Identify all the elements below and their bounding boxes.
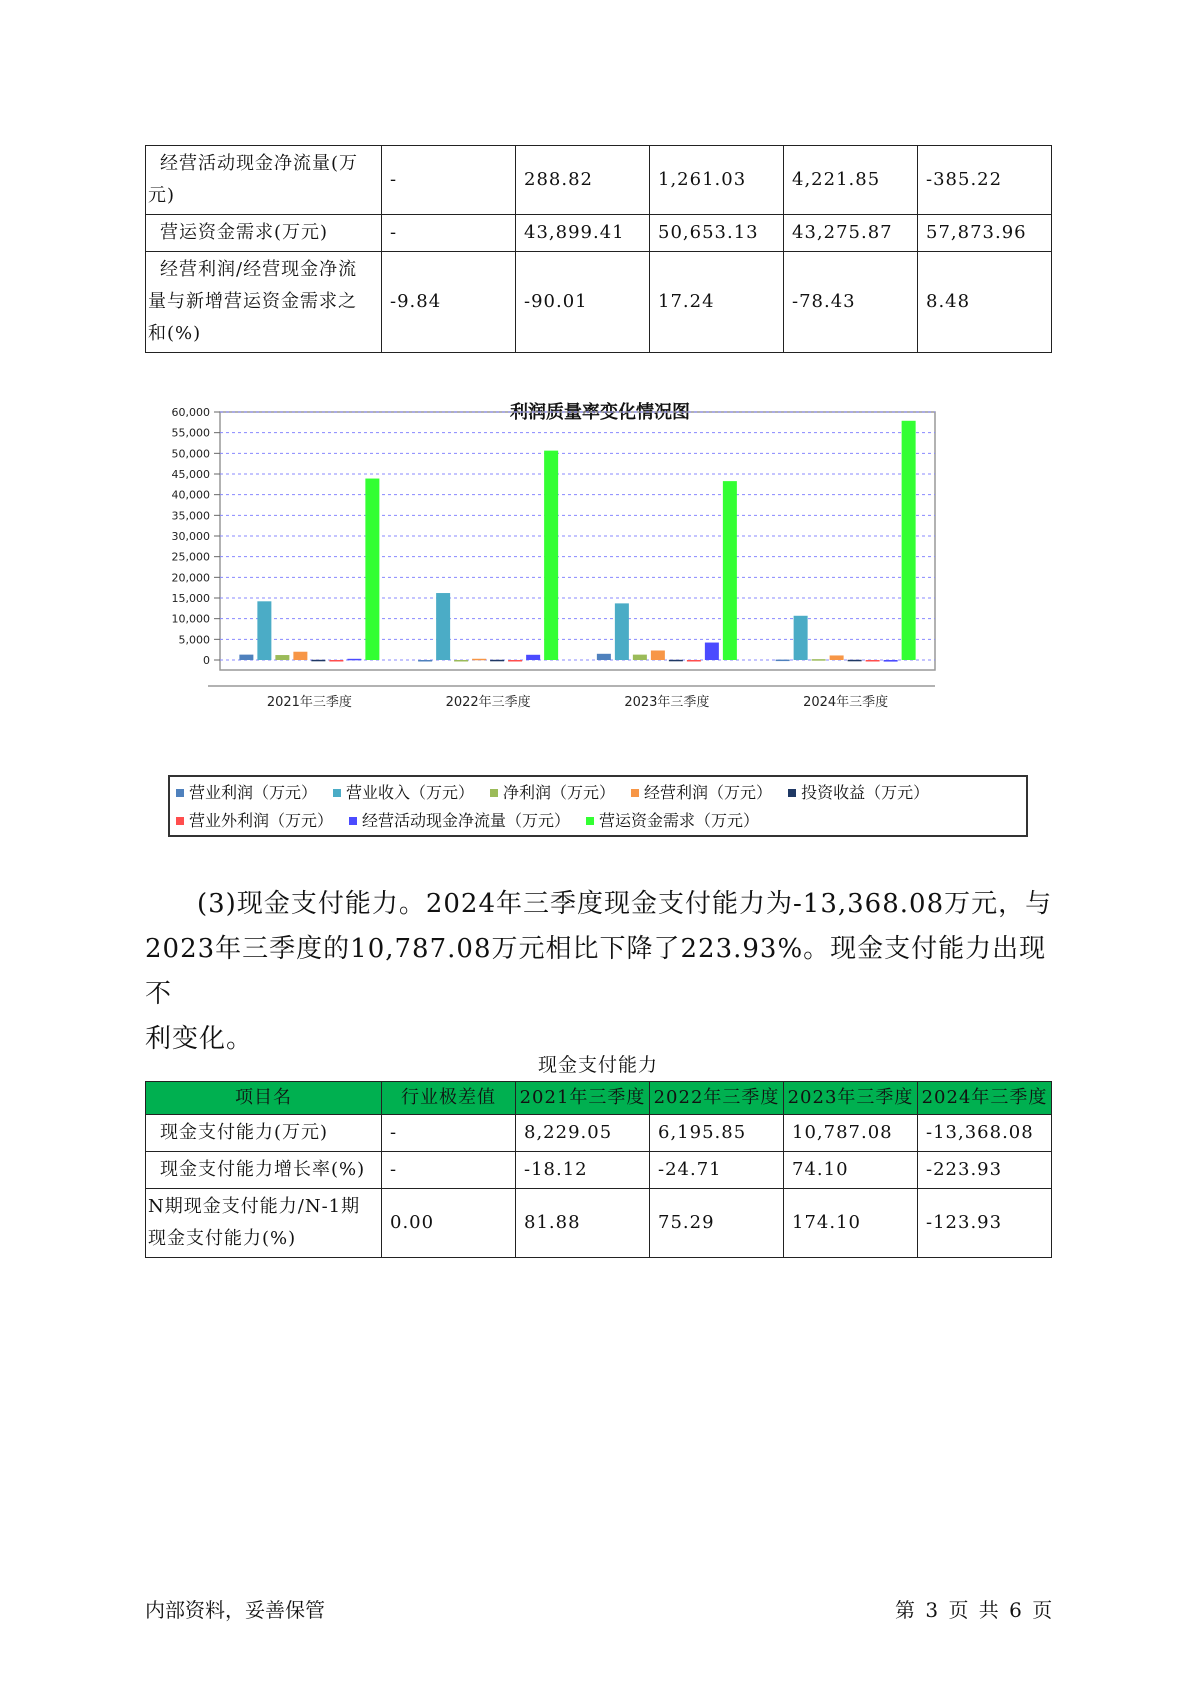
y-tick-label: 60,000 <box>171 406 210 419</box>
bar <box>490 660 504 662</box>
y-tick-label: 45,000 <box>171 468 210 481</box>
cell: -18.12 <box>516 1152 650 1189</box>
y-tick-label: 35,000 <box>171 509 210 523</box>
bar <box>418 660 432 662</box>
cell: -123.93 <box>918 1189 1052 1258</box>
table-row <box>146 1152 1052 1189</box>
bar <box>902 421 916 660</box>
legend-swatch <box>176 817 184 825</box>
x-tick-label: 2023年三季度 <box>624 695 710 710</box>
cell: 174.10 <box>784 1189 918 1258</box>
bar <box>848 660 862 662</box>
legend-swatch <box>490 789 498 797</box>
bar <box>776 660 790 662</box>
y-tick-label: 15,000 <box>171 592 210 605</box>
bar <box>615 603 629 660</box>
y-tick-label: 20,000 <box>171 571 210 585</box>
cell: 75.29 <box>650 1189 784 1258</box>
bar <box>651 650 665 660</box>
row-label: 经营利润/经营现金净流量与新增营运资金需求之和(%) <box>146 252 382 353</box>
row-label: 营运资金需求(万元) <box>146 215 382 252</box>
legend-label: 投资收益（万元） <box>801 783 930 802</box>
y-tick-label: 40,000 <box>171 488 210 502</box>
table-row <box>146 1189 1052 1258</box>
cell: - <box>382 1152 516 1189</box>
table-row <box>146 252 1052 353</box>
cell: -13,368.08 <box>918 1115 1052 1152</box>
cell: 81.88 <box>516 1189 650 1258</box>
bar <box>705 643 719 660</box>
cell: -385.22 <box>918 146 1052 215</box>
legend-item <box>176 779 317 807</box>
cell: - <box>382 215 516 252</box>
legend-swatch <box>631 789 639 797</box>
bar <box>454 660 468 662</box>
legend-label: 营运资金需求（万元） <box>599 811 760 830</box>
column-header: 行业极差值 <box>382 1082 516 1115</box>
bar <box>239 655 253 660</box>
cell: 17.24 <box>650 252 784 353</box>
legend-item <box>333 779 474 807</box>
cell: -90.01 <box>516 252 650 353</box>
cell: -78.43 <box>784 252 918 353</box>
cash-payment-table <box>145 1081 1052 1258</box>
y-tick-label: 50,000 <box>171 447 210 461</box>
column-header: 2024年三季度 <box>918 1082 1052 1115</box>
legend-swatch <box>788 789 796 797</box>
bar <box>311 660 325 662</box>
cell: - <box>382 146 516 215</box>
footer-confidential: 内部资料，妥善保管 <box>145 1598 325 1622</box>
y-tick-label: 10,000 <box>171 612 210 626</box>
legend-label: 经营利润（万元） <box>644 783 773 802</box>
legend-label: 营业外利润（万元） <box>189 811 334 830</box>
cell: 4,221.85 <box>784 146 918 215</box>
bar <box>633 655 647 660</box>
legend-item <box>176 807 333 835</box>
y-tick-label: 30,000 <box>171 530 210 543</box>
x-tick-label: 2021年三季度 <box>266 695 352 710</box>
paragraph-line: 利变化。 <box>145 1024 254 1054</box>
bar <box>812 659 826 661</box>
legend-item <box>490 779 615 807</box>
legend-swatch <box>333 789 341 797</box>
cell: 1,261.03 <box>650 146 784 215</box>
bar <box>794 616 808 660</box>
legend-row <box>176 779 945 807</box>
row-label: 经营活动现金净流量(万元) <box>146 146 382 215</box>
cell: 43,899.41 <box>516 215 650 252</box>
bar <box>508 660 522 662</box>
table-header-row <box>146 1082 1052 1115</box>
cell: - <box>382 1115 516 1152</box>
legend-label: 营业收入（万元） <box>346 783 475 802</box>
bar <box>347 659 361 661</box>
bar <box>436 593 450 660</box>
profit-quality-chart <box>160 390 1040 850</box>
cell: -24.71 <box>650 1152 784 1189</box>
legend-swatch <box>586 817 594 825</box>
bar <box>669 660 683 662</box>
cell: -223.93 <box>918 1152 1052 1189</box>
y-tick-label: 25,000 <box>171 550 210 564</box>
bar <box>687 660 701 662</box>
bar <box>293 652 307 660</box>
cell: 0.00 <box>382 1189 516 1258</box>
bar <box>472 659 486 661</box>
table-row <box>146 1115 1052 1152</box>
bar <box>544 451 558 660</box>
row-label: 现金支付能力增长率(%) <box>146 1152 382 1189</box>
table-row <box>146 215 1052 252</box>
bar <box>365 479 379 660</box>
cell: 288.82 <box>516 146 650 215</box>
row-label: N期现金支付能力/N-1期现金支付能力(%) <box>146 1189 382 1258</box>
cell: 6,195.85 <box>650 1115 784 1152</box>
x-tick-label: 2022年三季度 <box>445 695 531 710</box>
column-header: 项目名 <box>146 1082 382 1115</box>
bar <box>526 655 540 660</box>
bar <box>597 654 611 660</box>
cell: 57,873.96 <box>918 215 1052 252</box>
cashflow-table <box>145 145 1052 353</box>
column-header: 2022年三季度 <box>650 1082 784 1115</box>
table-caption: 现金支付能力 <box>537 1054 658 1076</box>
cell: 8,229.05 <box>516 1115 650 1152</box>
legend-label: 经营活动现金净流量（万元） <box>362 811 571 830</box>
cell: 50,653.13 <box>650 215 784 252</box>
cell: 74.10 <box>784 1152 918 1189</box>
bar <box>866 660 880 662</box>
cell: 8.48 <box>918 252 1052 353</box>
chart-title: 利润质量率变化情况图 <box>510 402 690 423</box>
bar <box>884 660 898 662</box>
y-tick-label: 0 <box>203 654 210 667</box>
bar <box>257 601 271 660</box>
legend-label: 营业利润（万元） <box>189 783 318 802</box>
column-header: 2023年三季度 <box>784 1082 918 1115</box>
legend-label: 净利润（万元） <box>503 783 616 802</box>
y-tick-label: 5,000 <box>178 633 210 647</box>
paragraph-line: (3)现金支付能力。2024年三季度现金支付能力为-13,368.08万元，与 <box>197 889 1053 919</box>
cell: 10,787.08 <box>784 1115 918 1152</box>
bar <box>329 660 343 662</box>
legend-item <box>349 807 570 835</box>
legend-item <box>788 779 929 807</box>
legend-row <box>176 807 775 835</box>
cell: 43,275.87 <box>784 215 918 252</box>
legend-swatch <box>176 789 184 797</box>
row-label: 现金支付能力(万元) <box>146 1115 382 1152</box>
column-header: 2021年三季度 <box>516 1082 650 1115</box>
chart-plot <box>160 390 1040 770</box>
y-tick-label: 55,000 <box>171 426 210 440</box>
bar <box>723 481 737 660</box>
bar <box>275 655 289 660</box>
legend-item <box>631 779 772 807</box>
cell: -9.84 <box>382 252 516 353</box>
legend-item <box>586 807 759 835</box>
bar <box>830 655 844 660</box>
x-tick-label: 2024年三季度 <box>803 695 889 710</box>
chart-legend <box>168 775 1028 837</box>
plot-border <box>220 412 935 670</box>
legend-swatch <box>349 817 357 825</box>
cash-payment-paragraph <box>145 882 1057 1062</box>
footer-page-number: 第 3 页 共 6 页 <box>895 1598 1053 1622</box>
table-row <box>146 146 1052 215</box>
paragraph-line: 2023年三季度的10,787.08万元相比下降了223.93%。现金支付能力出现不 <box>145 934 1047 1009</box>
